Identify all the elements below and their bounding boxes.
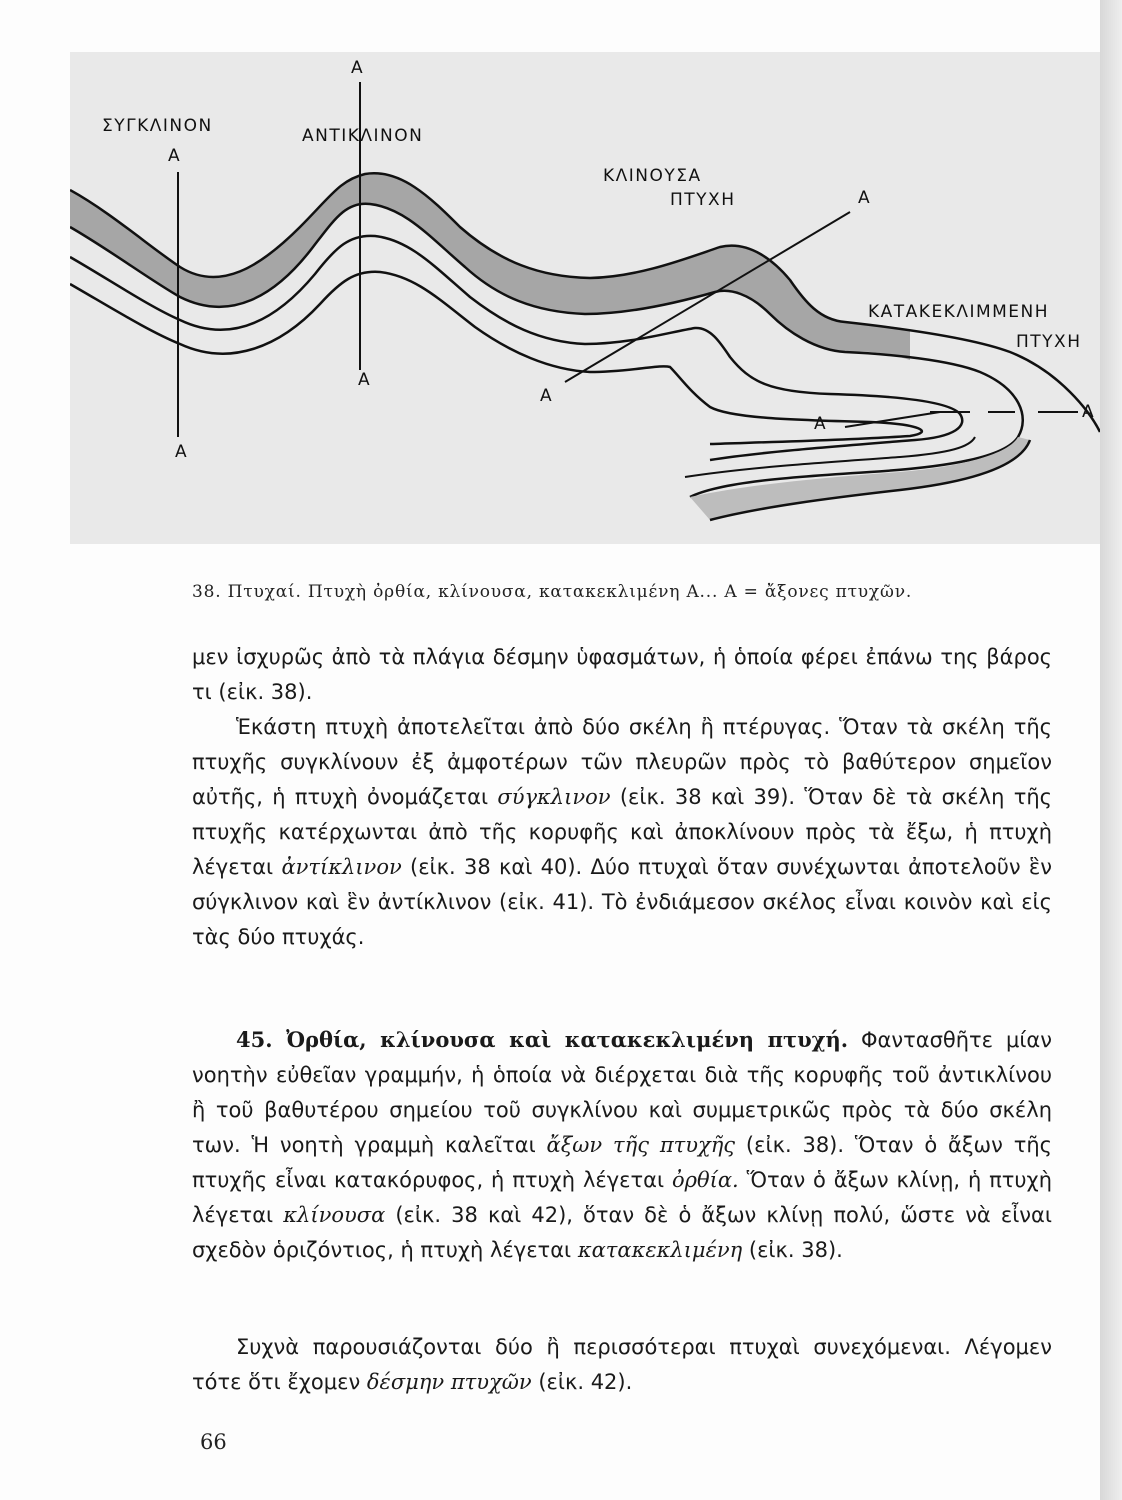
paragraph-4-text-a: Συχνὰ παρουσιάζονται δύο ἢ περισσότεραι πτυχαὶ συνεχόμεναι. Λέγομεν τότε ὅτι ἔχομεν: [192, 1335, 1052, 1394]
term-inclined: κλίνουσα: [283, 1203, 386, 1227]
anticline-label: ΑΝΤΙΚΛΙΝΟΝ: [302, 126, 424, 146]
fold-layers-drawing: [70, 52, 1100, 544]
recumbent-fold-label-2: ΠΤΥΧΗ: [1016, 332, 1082, 352]
anticline-axis-label-top: Α: [351, 58, 365, 78]
paragraph-3-text-b: (εἰκ. 38). Ὅταν ὁ ἄξων τῆς πτυχῆς εἶναι κατακόρυφος, ἡ πτυχὴ λέγεται: [192, 1133, 1052, 1192]
section-heading: 45. Ὀρθία, κλίνουσα καὶ κατακεκλιμένη πτυχή.: [236, 1027, 849, 1052]
paragraph-1: [192, 640, 1052, 710]
term-upright: ὀρθία.: [671, 1168, 739, 1192]
lower-limb-shade: [690, 437, 1030, 520]
paragraph-1-text: μεν ἰσχυρῶς ἀπὸ τὰ πλάγια δέσμην ὑφασμάτων, ἡ ὁποία φέρει ἐπάνω της βάρος τι (εἰκ. 38).: [192, 645, 1052, 704]
term-fold-axis: ἄξων τῆς πτυχῆς: [546, 1133, 736, 1157]
term-anticline: ἀντίκλινον: [281, 855, 402, 879]
recumbent-fold-axis-1: [845, 412, 940, 427]
paragraph-3-text-e: (εἰκ. 38).: [748, 1238, 843, 1262]
shaded-rock-layer: [70, 173, 910, 360]
term-fold-bundle: δέσμην πτυχῶν: [366, 1370, 532, 1394]
inclined-axis-label-top: Α: [858, 188, 872, 208]
syncline-axis-label-top: Α: [168, 146, 182, 166]
term-recumbent: κατακεκλιμένη: [577, 1238, 743, 1262]
recumbent-fold-label-1: ΚΑΤΑΚΕΚΛΙΜΜΕΝΗ: [868, 302, 1050, 322]
page-edge-shadow: [1100, 0, 1122, 1500]
term-syncline: σύγκλινον: [497, 785, 611, 809]
inclined-fold-label-2: ΠΤΥΧΗ: [670, 190, 736, 210]
paragraph-3-text-c: Ὅταν ὁ ἄξων κλίνῃ, ἡ πτυχὴ λέγεται: [192, 1168, 1052, 1227]
paragraph-4-text-b: (εἰκ. 42).: [538, 1370, 633, 1394]
paragraph-3-text-a: Φαντασθῆτε μίαν νοητὴν εὐθεῖαν γραμμήν, ἡ ὁποία νὰ διέρχεται διὰ τῆς κορυφῆς τοῦ ἀντικλίνου ἢ τοῦ βαθυτέρου σημείου τοῦ συγκλίνου καὶ συμμετρικῶς πρὸς τὰ δύο σκέλη των. Ἡ νοητὴ γραμμὴ καλεῖται: [192, 1028, 1052, 1157]
paragraph-3: [192, 1022, 1052, 1268]
paragraph-2-text-b: (εἰκ. 38 καὶ 39). Ὅταν δὲ τὰ σκέλη τῆς πτυχῆς κατέρχωνται ἀπὸ τῆς κορυφῆς καὶ ἀποκλίνουν πρὸς τὰ ἔξω, ἡ πτυχὴ λέγεται: [192, 785, 1052, 879]
recumbent-axis-label-left: Α: [814, 414, 828, 434]
paragraph-2: [192, 710, 1052, 955]
syncline-label: ΣΥΓΚΛΙΝΟΝ: [102, 116, 213, 136]
recumbent-axis-label-right: Α: [1082, 402, 1096, 422]
syncline-axis-label-bottom: Α: [175, 442, 189, 462]
paragraph-4: [192, 1330, 1052, 1400]
page-number: 66: [200, 1430, 227, 1454]
paragraph-2-text-a: Ἑκάστη πτυχὴ ἀποτελεῖται ἀπὸ δύο σκέλη ἢ πτέρυγας. Ὅταν τὰ σκέλη τῆς πτυχῆς συγκλίνουν ἐξ ἀμφοτέρων τῶν πλευρῶν πρὸς τὸ βαθύτερον σημεῖον αὐτῆς, ἡ πτυχὴ ὀνομάζεται: [192, 715, 1052, 809]
paragraph-2-text-c: (εἰκ. 38 καὶ 40). Δύο πτυχαὶ ὅταν συνέχωνται ἀποτελοῦν ἓν σύγκλινον καὶ ἓν ἀντίκλινον (εἰκ. 41). Τὸ ἐνδιάμεσον σκέλος εἶναι κοινὸν καὶ εἰς τὰς δύο πτυχάς.: [192, 855, 1052, 949]
figure-caption: 38. Πτυχαί. Πτυχὴ ὀρθία, κλίνουσα, κατακεκλιμένη Α... Α = ἄξονες πτυχῶν.: [192, 582, 913, 602]
anticline-axis-label-bottom: Α: [358, 370, 372, 390]
paragraph-3-text-d: (εἰκ. 38 καὶ 42), ὅταν δὲ ὁ ἄξων κλίνῃ πολύ, ὥστε νὰ εἶναι σχεδὸν ὁριζόντιος, ἡ πτυχὴ λέγεται: [192, 1203, 1052, 1262]
inclined-fold-label-1: ΚΛΙΝΟΥΣΑ: [603, 166, 702, 186]
fold-diagram: [70, 52, 1100, 544]
inclined-axis-label-bottom: Α: [540, 386, 554, 406]
